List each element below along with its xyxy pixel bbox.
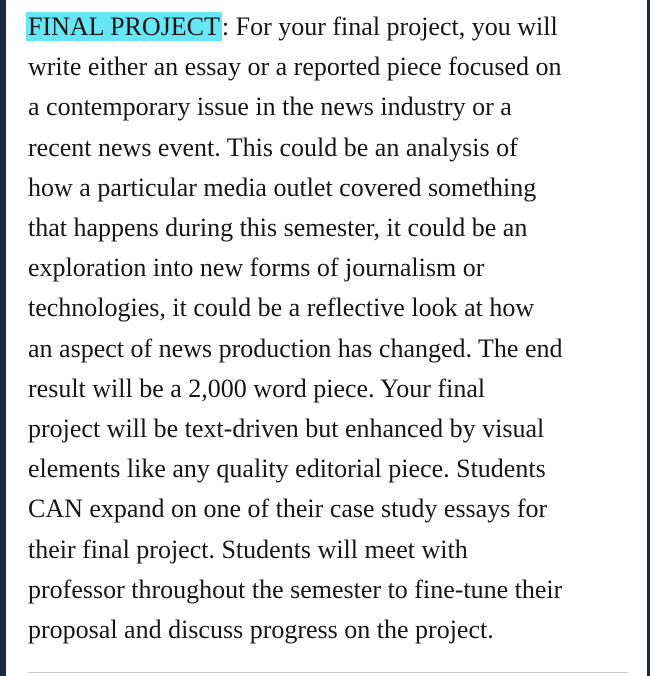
paragraph-line: technologies, it could be a reflective look at how [28,293,535,323]
paragraph-line: how a particular media outlet covered something [28,172,537,202]
paragraph-line: that happens during this semester, it could be an [28,213,528,243]
left-border [0,0,6,676]
paragraph-line: recent news event. This could be an analysis of [28,132,518,162]
paragraph-line: project will be text-driven but enhanced by visual [28,414,545,444]
bottom-divider [28,672,628,673]
paragraph-line: write either an essay or a reported piece focused on [28,52,562,82]
final-project-paragraph [28,7,638,650]
paragraph-line: exploration into new forms of journalism or [28,253,485,283]
paragraph-line: CAN expand on one of their case study essays for [28,494,548,524]
paragraph-line: professor throughout the semester to fine-tune their [28,574,563,604]
heading-continuation: : For your final project, you will [221,12,558,41]
paragraph-line [28,7,638,47]
paragraph-line: an aspect of news production has changed. The end [28,333,563,363]
paragraph-line: elements like any quality editorial piece. Students [28,454,546,484]
paragraph-line: their final project. Students will meet with [28,534,468,564]
paragraph-line: a contemporary issue in the news industry or a [28,92,512,122]
paragraph-line: result will be a 2,000 word piece. Your final [28,373,486,403]
highlighted-heading: FINAL PROJECT [28,12,220,41]
paragraph-line: proposal and discuss progress on the project. [28,615,494,645]
